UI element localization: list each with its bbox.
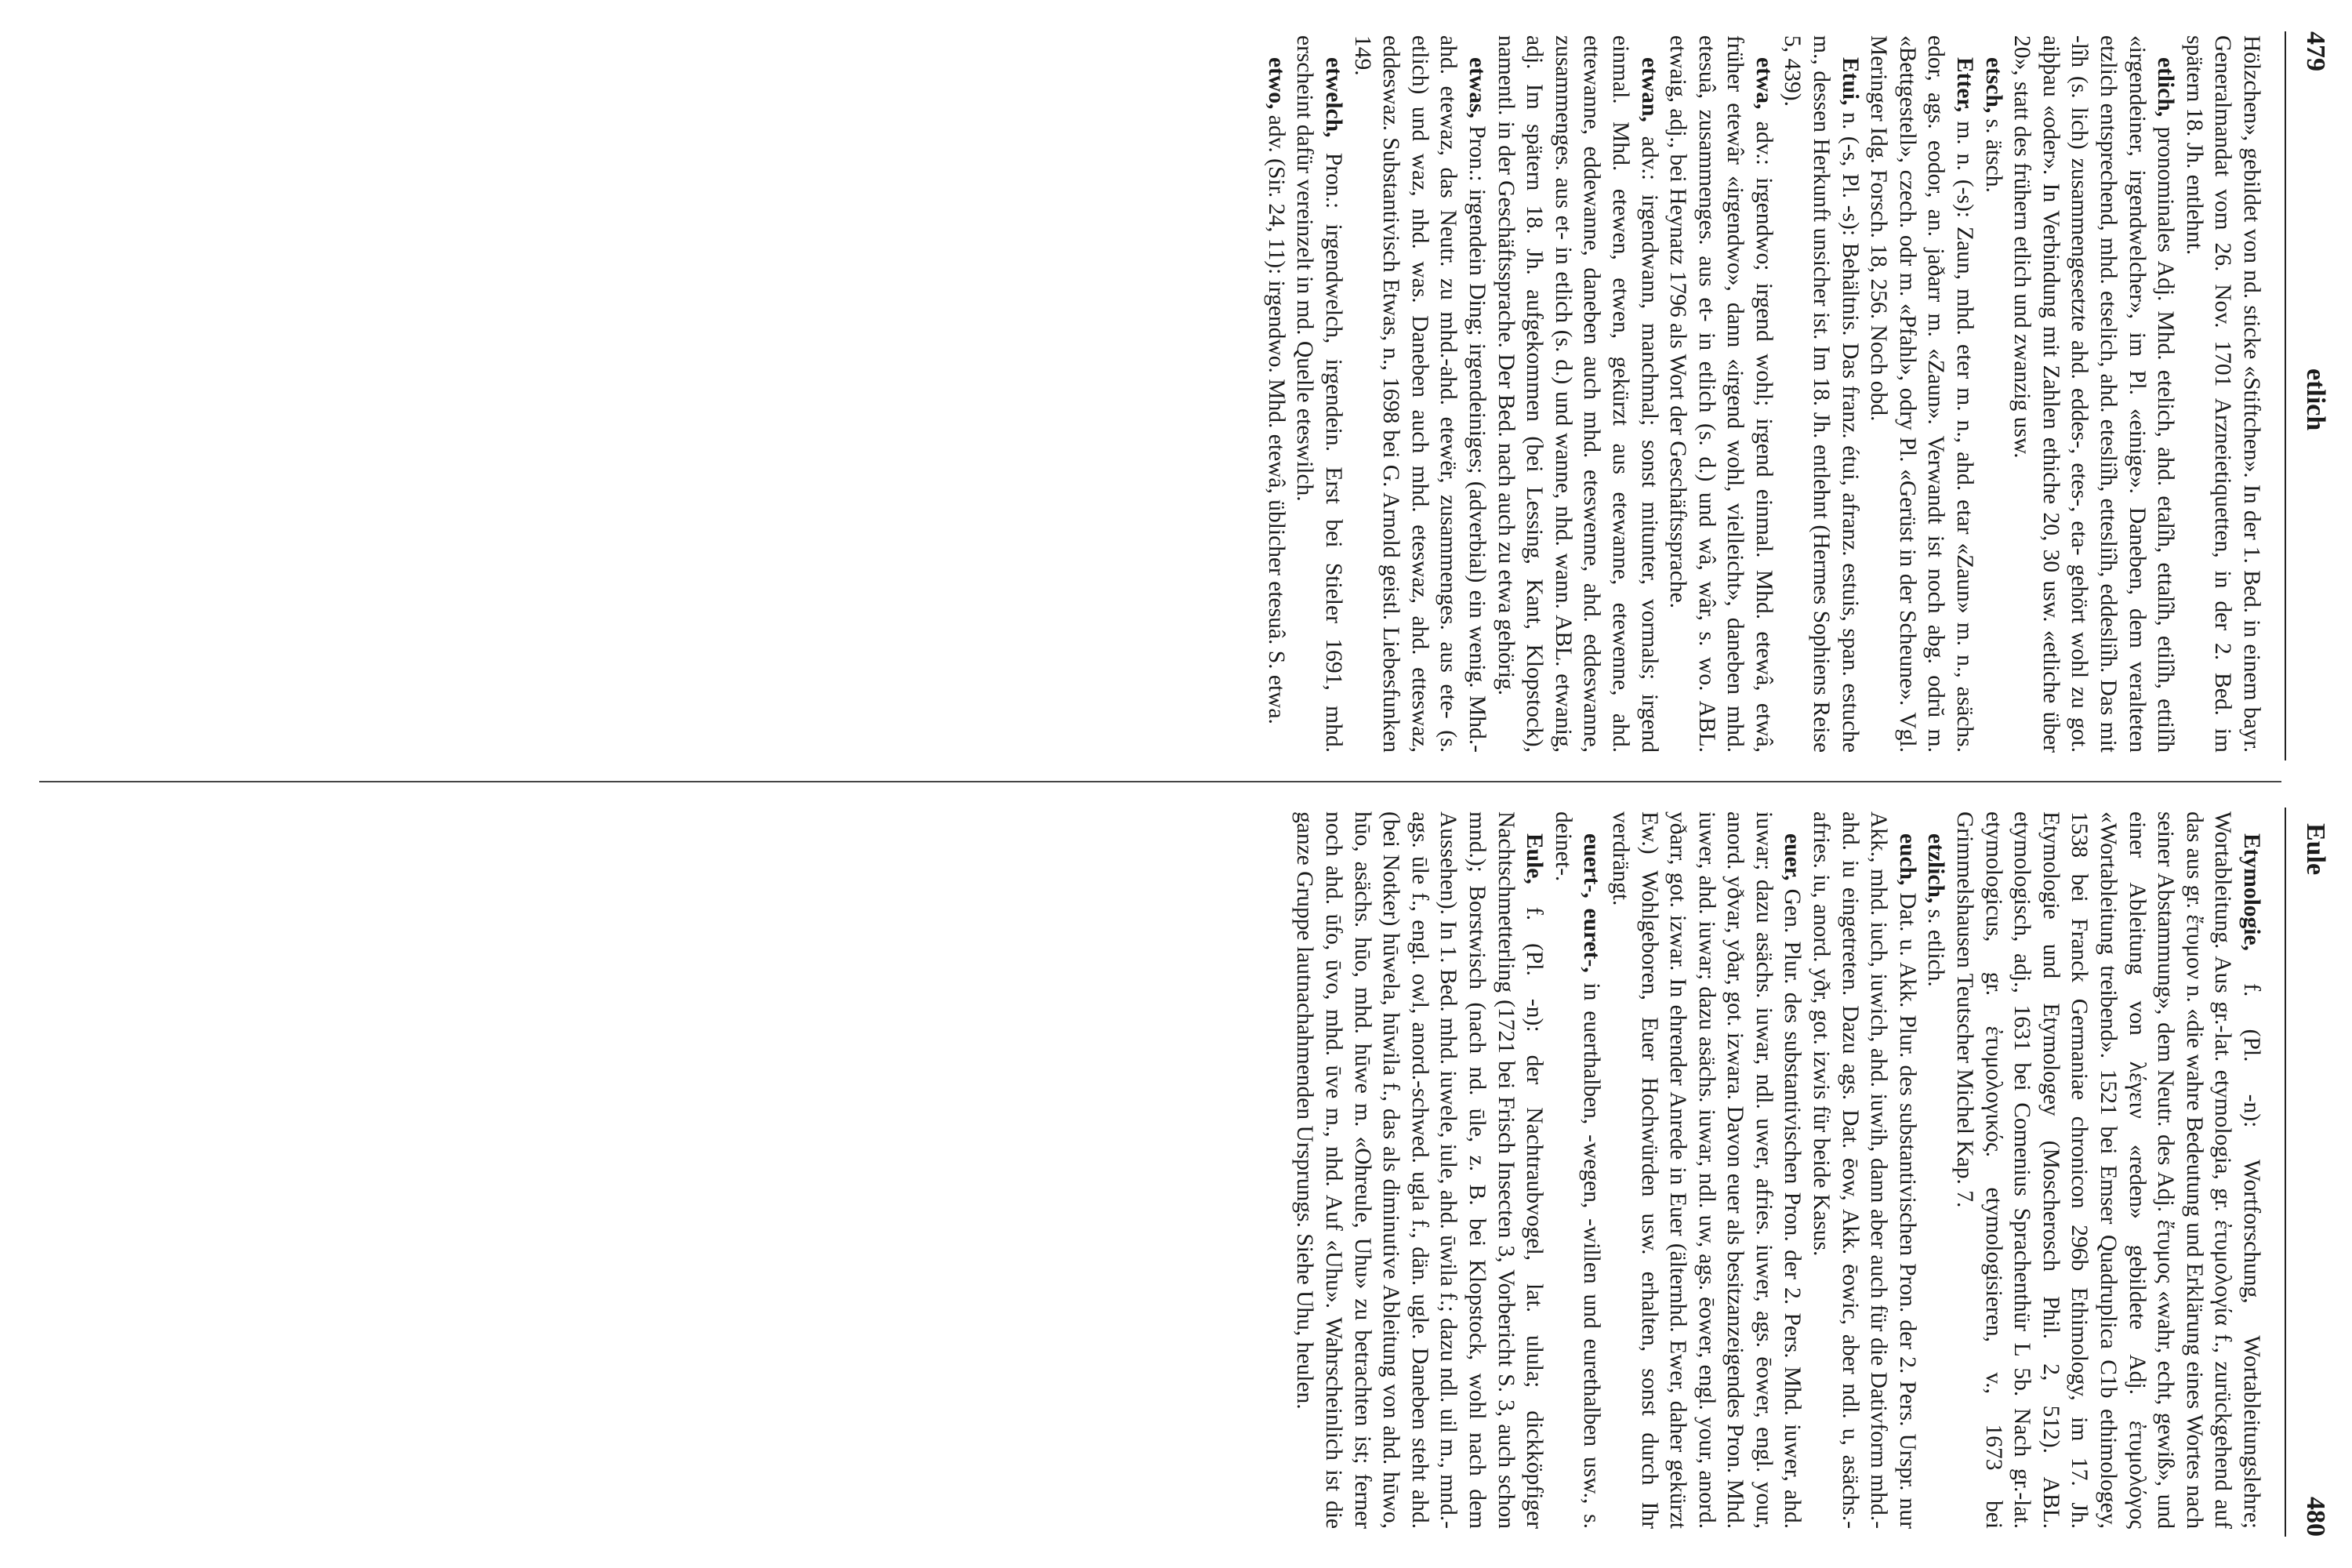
entry-headword: etwas, xyxy=(1464,57,1490,118)
dictionary-entry xyxy=(1261,35,1290,753)
entry-headword: etwelch, xyxy=(1321,57,1346,138)
header-rule xyxy=(2285,808,2286,1537)
dictionary-entry xyxy=(1864,35,1979,753)
entry-text: adv.: irgendwann, manchmal; sonst mitunter, vormals; irgend einmal. Mhd. etewen, etwen, gekürzt aus etewanne, etewenne, ahd. ettewanne, eddewanne, daneben auch mhd. eteswenne, ahd. eddeswanne, zusammenges. aus et- in etlich (s. d.) und wanne, nhd. wann. ABL. etwanig, adj. Im spätern 18. Jh. aufgekommen (bei Lessing, Kant, Klopstock), namentl. in der Geschäftssprache. Der Bed. nach auch zu etwa gehörig. xyxy=(1493,35,1662,753)
entry-text: Dat. u. Akk. Plur. des substantivischen Pron. der 2. Pers. Urspr. nur Akk., mhd. iuch, iuwich, ahd. iuwih, dann aber auch für die Dativform mhd.-ahd. iu eingetreten. Dazu ags. Dat. ēow, Akk. ēowic, aber ndl. u, asächs.-afries. iu, anord. yðr, got. izwis für beide Kasus. xyxy=(1809,811,1920,1530)
dictionary-entry xyxy=(1290,35,1348,753)
entry-headword: Etter, xyxy=(1952,57,1978,113)
entry-headword: etsch, xyxy=(1980,57,2006,114)
entry-text: Gen. Plur. des substantivischen Pron. der 2. Pers. Mhd. iuwer, ahd. iuwar; dazu asächs. iuwar, ndl. uwer, afries. iuwer, ags. ēower, engl. your, anord. yðvar, yðar, got. izwara. Davon euer als besitzanzeigendes Pron. Mhd. iuwer, ahd. iuwar; dazu asächs. iuwar, ndl. uw, ags. ēower, engl. your, anord. yðarr, got. izwar. In ehrender Anrede in Euer (älternhd. Ewer, daher gekürzt Ew.) Wohlgeboren, Euer Hochwürden usw. erhalten, sonst durch Ihr verdrängt. xyxy=(1607,811,1806,1529)
dictionary-entry xyxy=(1807,811,1922,1529)
right-page xyxy=(0,784,2352,1568)
entry-text: adv.: irgendwo; irgend wohl; irgend einmal. Mhd. etewâ, etwâ, früher etewâr «irgendwo», dann «irgend wohl, vielleicht», daneben mhd. etesuâ, zusammenges. aus et- in etlich (s. d.) und wâ, wâr, s. wo. ABL. etwaig, adj., bei Heynatz 1796 als Wort der Geschäftssprache. xyxy=(1665,35,1777,753)
entry-headword: Etui, xyxy=(1837,57,1863,106)
entry-headword: etwa, xyxy=(1751,57,1777,110)
entry-text: f. (Pl. -n): Wortforschung, Wortableitungslehre; Wortableitung. Aus gr.-lat. etymologia, gr. ἐτυμολογία f., zurückgehend auf das aus gr. ἔτυμον n. «die wahre Bedeutung und Erklärung eines Wortes nach seiner Abstammung», dem Neutr. des Adj. ἔτυμος «wahr, echt, gewiß», und einer Ableitung von λέγειν «reden» gebildete Adj. ἐτυμολόγος «Wortableitung treibend». 1521 bei Emser Quadruplica C1b ethimologey, 1538 bei Franck Germaniae chronicon 296b Ethimology, im 17. Jh. Etymologie und Etymologey (Moscherosch Phil. 2, 512). ABL. etymologisch, adj., 1631 bei Comenius Sprachenthür L 5b. Nach gr.-lat. etymologicus, gr. ἐτυμολογικός. etymologisieren, v., 1673 bei Grimmelshausen Teutscher Michel Kap. 7. xyxy=(1952,811,2264,1529)
dictionary-entry xyxy=(1548,811,1606,1529)
entry-text: Pron.: irgendein Ding; irgendeiniges; (adverbial) ein wenig. Mhd.-ahd. etewaz, das Neutr. zu mhd.-ahd. etewër, zusammenges. aus ete- (s. etlich) und waz, nhd. was. Daneben auch mhd. eteswaz, ahd. etteswaz, eddeswaz. Substantivisch Etwas, n., 1698 bei G. Arnold geistl. Liebesfunken 149. xyxy=(1349,35,1490,753)
dictionary-entry xyxy=(1348,35,1491,753)
page-number: 479 xyxy=(2301,31,2330,71)
entry-text: pronominales Adj. Mhd. etelich, ahd. etalîh, ettalîh, etilîh, ettilîh «irgendeiner, irgendwelcher», im Pl. «einige». Daneben, dem veralteten etzlich entsprechend, mhd. etselich, ahd. etesliîh, ettesliîh, eddesliîh. Das mit -lîh (s. lich) zusammengesetzte ahd. eddes-, etes-, eta- gehört wohl zu got. aiþþau «oder». In Verbindung mit Zahlen ethiche 20, 30 usw. «etliche über 20», statt des frühern etlich und zwanzig usw. xyxy=(2009,35,2179,753)
running-header-left xyxy=(2283,24,2330,760)
entry-column xyxy=(1290,811,2266,1529)
entry-headword: etlich, xyxy=(2153,57,2179,118)
dictionary-entry xyxy=(1950,811,2266,1529)
entry-text: Pron.: irgendwelch, irgendein. Erst bei Stieler 1691, mhd. erscheint dafür vereinzelt in md. Quelle eteswilch. xyxy=(1292,35,1346,753)
gutter-divider xyxy=(39,781,2281,782)
entry-headword: euer, xyxy=(1780,833,1806,881)
entry-text: m. n. (-s): Zaun, mhd. eter m. n., ahd. etar «Zaun» m. n., asächs. edor, ags. eodor, an. jaðarr m. «Zaun». Verwandt ist noch abg. odrŭ m. «Bettgestell», czech. odr m. «Pfahl», odry Pl. «Gerüst in der Scheune». Vgl. Meringer Idg. Forsch. 18, 256. Noch obd. xyxy=(1866,35,1978,753)
entry-headword: Etymologie, xyxy=(2239,833,2264,951)
entry-headword: euert-, euret-, xyxy=(1579,833,1605,973)
entry-text: s. ätsch. xyxy=(1980,118,2006,193)
entry-headword: etwan, xyxy=(1636,57,1662,122)
header-word: etlich xyxy=(2301,368,2330,431)
entry-text: Hölzchen», gebildet von nd. sticke «Stiftchen». In der 1. Bed. in einem bayr. Generalmandat vom 26. Nov. 1701 Arzneietiquetten, in der 2. Bed. im spätern 18. Jh. entlehnt. xyxy=(2181,35,2264,753)
dictionary-entry xyxy=(2180,35,2266,753)
entry-column xyxy=(1261,35,2266,753)
page-number: 480 xyxy=(2301,1497,2330,1537)
header-word: Eule xyxy=(2301,823,2330,876)
dictionary-entry xyxy=(1922,811,1951,1529)
entry-text: adv. (Sir. 24, 11): irgendwo. Mhd. etewâ, üblicher etesuâ. S. etwa. xyxy=(1263,114,1289,724)
entry-text: n. (-s, Pl. -s): Behältnis. Das franz. étui, afranz. estuis, span. estuche m., dessen Herkunft unsicher ist. Im 18. Jh. entlehnt (Hermes Sophiens Reise 5, 439). xyxy=(1780,35,1863,753)
running-header-right xyxy=(2283,808,2330,1544)
entry-text: f. (Pl. -n): der Nachtraubvogel, lat. ulula; dickköpfiger Nachtschmetterling (1721 bei Frisch Insecten 3, Vorbericht S. 3, auch schon mnd.); Borstwisch (nach nd. ūle, z. B. bei Klopstock, wohl nach dem Aussehen). In 1. Bed. mhd. iuwele, iule, ahd. ūwila f.; dazu ndl. uil m., mnd.-ags. ūle f., engl. owl, anord.-schwed. ugla f., dän. ugle. Daneben steht ahd. (bei Notker) hūwela, hūwila f., das als diminutive Ableitung von ahd. hūwo, hūo, asächs. hūo, mhd. hūwe m. «Ohreule, Uhu» zu betrachten ist; ferner noch ahd. ūfo, ūvo, mhd. ūve m., nhd. Auf «Uhu». Wahrscheinlich ist die ganze Gruppe lautnachahmenden Ursprungs. Siehe Uhu, heulen. xyxy=(1292,811,1548,1529)
entry-text: in euerthalben, -wegen, -willen und eurethalben usw., s. deinet-. xyxy=(1550,811,1605,1530)
dictionary-entry xyxy=(1664,35,1778,753)
entry-headword: etzlich, xyxy=(1923,833,1949,904)
entry-headword: Eule, xyxy=(1522,833,1548,884)
entry-headword: euch, xyxy=(1894,833,1920,886)
entry-headword: etwo, xyxy=(1263,57,1289,110)
entry-text: s. etlich. xyxy=(1923,909,1949,987)
dictionary-entry xyxy=(2008,35,2180,753)
dictionary-entry xyxy=(1290,811,1548,1529)
dictionary-entry xyxy=(1778,35,1864,753)
dictionary-entry xyxy=(1491,35,1664,753)
dictionary-entry xyxy=(1606,811,1806,1529)
dictionary-entry xyxy=(1979,35,2008,753)
header-rule xyxy=(2285,31,2286,760)
